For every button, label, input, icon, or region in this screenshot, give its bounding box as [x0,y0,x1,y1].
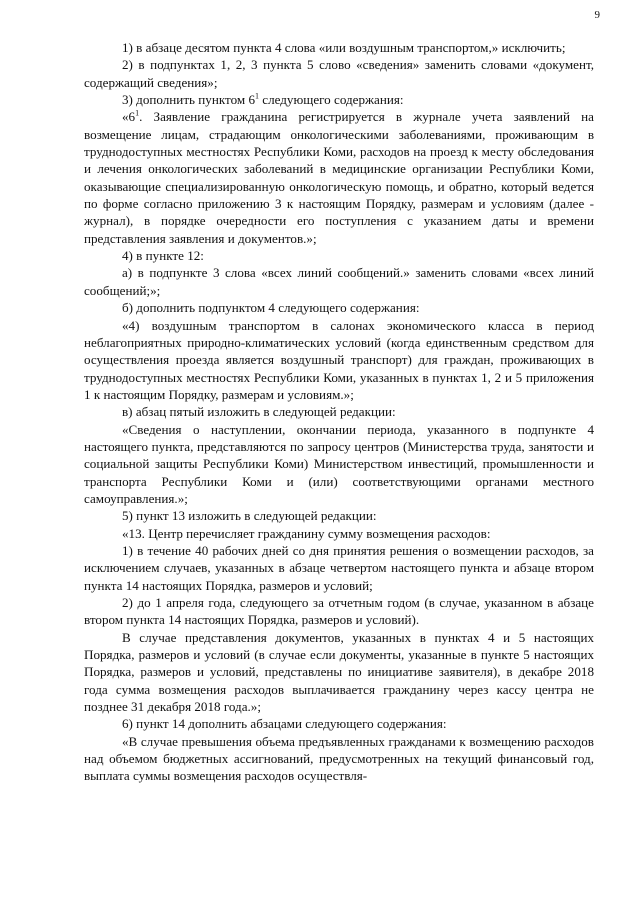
document-body [84,39,594,785]
paragraph-2: 2) в подпунктах 1, 2, 3 пункта 5 слово «сведения» заменить словами «документ, содержащий сведения»; [84,57,594,90]
paragraph-4-start: «6 [122,109,136,125]
paragraph-11: 5) пункт 13 изложить в следующей редакции: [122,508,377,524]
paragraph-3 [84,91,594,108]
page-number: 9 [594,9,600,21]
superscript-one: 1 [255,91,259,101]
paragraph-3-end: следующего содержания: [259,92,404,108]
paragraph-7: б) дополнить подпунктом 4 следующего содержания: [122,300,420,316]
paragraph-14: 2) до 1 апреля года, следующего за отчетным годом (в случае, указанном в абзаце втором пункта 14 настоящих Порядка, размеров и условий). [84,595,594,628]
paragraph-9: в) абзац пятый изложить в следующей редакции: [122,404,396,420]
paragraph-17: «В случае превышения объема предъявленных гражданами к возмещению расходов над объемом бюджетных ассигнований, предусмотренных на текущий финансовый год, выплата суммы возмещения расходов осуществля- [84,733,594,784]
paragraph-16: 6) пункт 14 дополнить абзацами следующего содержания: [122,716,447,732]
paragraph-1: 1) в абзаце десятом пункта 4 слова «или воздушным транспортом,» исключить; [122,40,566,55]
paragraph-13: 1) в течение 40 рабочих дней со дня принятия решения о возмещении расходов, за исключением случаев, указанных в абзаце четвертом настоящего пункта и абзаце втором пункта 14 настоящих Порядка, размеров и условий; [84,542,594,593]
paragraph-6: а) в подпункте 3 слова «всех линий сообщений.» заменить словами «всех линий сообщений;»; [84,265,594,298]
paragraph-15: В случае представления документов, указанных в пунктах 4 и 5 настоящих Порядка, размеров и условий (в случае если документы, указанные в пункте 5 настоящих Порядка, размеров и условий, представлены по инициативе заявителя), в декабре 2018 года сумма возмещения расходов выплачивается гражданину через кассу центра не позднее 31 декабря 2018 года.»; [84,629,594,715]
paragraph-10: «Сведения о наступлении, окончании периода, указанного в подпункте 4 настоящего пункта, представляются по запросу центров (Министерства труда, занятости и социальной защиты Республики Коми) Министерством инвестиций, промышленности и транспорта Республики Коми и (или) соответствующими органами местного самоуправления.»; [84,421,594,506]
paragraph-8: «4) воздушным транспортом в салонах экономического класса в период неблагоприятных природно-климатических условий (когда единственным средством для осуществления проезда является воздушный транспорт) для граждан, проживающих в труднодоступных местностях Республики Коми, указанных в пунктах 1, 2 и 5 приложения 1 к настоящим Порядку, размерам и условиям.»; [84,317,594,402]
paragraph-4-end: . Заявление гражданина регистрируется в журнале учета заявлений на возмещение лицам, страдающим онкологическими заболеваниями, проживающим в труднодоступных местностях Республики Коми, расходов на проезд к месту обследования и лечения онкологических заболеваний в медицинские организации Республики Коми, оказывающие специализированную онкологическую помощь, и обратно, который ведется по форме согласно приложению 3 к настоящим Порядку, размерам и условиям (далее - журнал), в порядке очередности его поступления с указанием даты и времени представления заявления и документов.»; [84,109,594,246]
superscript-one: 1 [135,109,140,119]
paragraph-3-start: 3) дополнить пунктом 6 [122,92,255,108]
paragraph-4 [84,108,594,247]
paragraph-5: 4) в пункте 12: [122,248,204,264]
paragraph-12: «13. Центр перечисляет гражданину сумму возмещения расходов: [122,525,491,541]
